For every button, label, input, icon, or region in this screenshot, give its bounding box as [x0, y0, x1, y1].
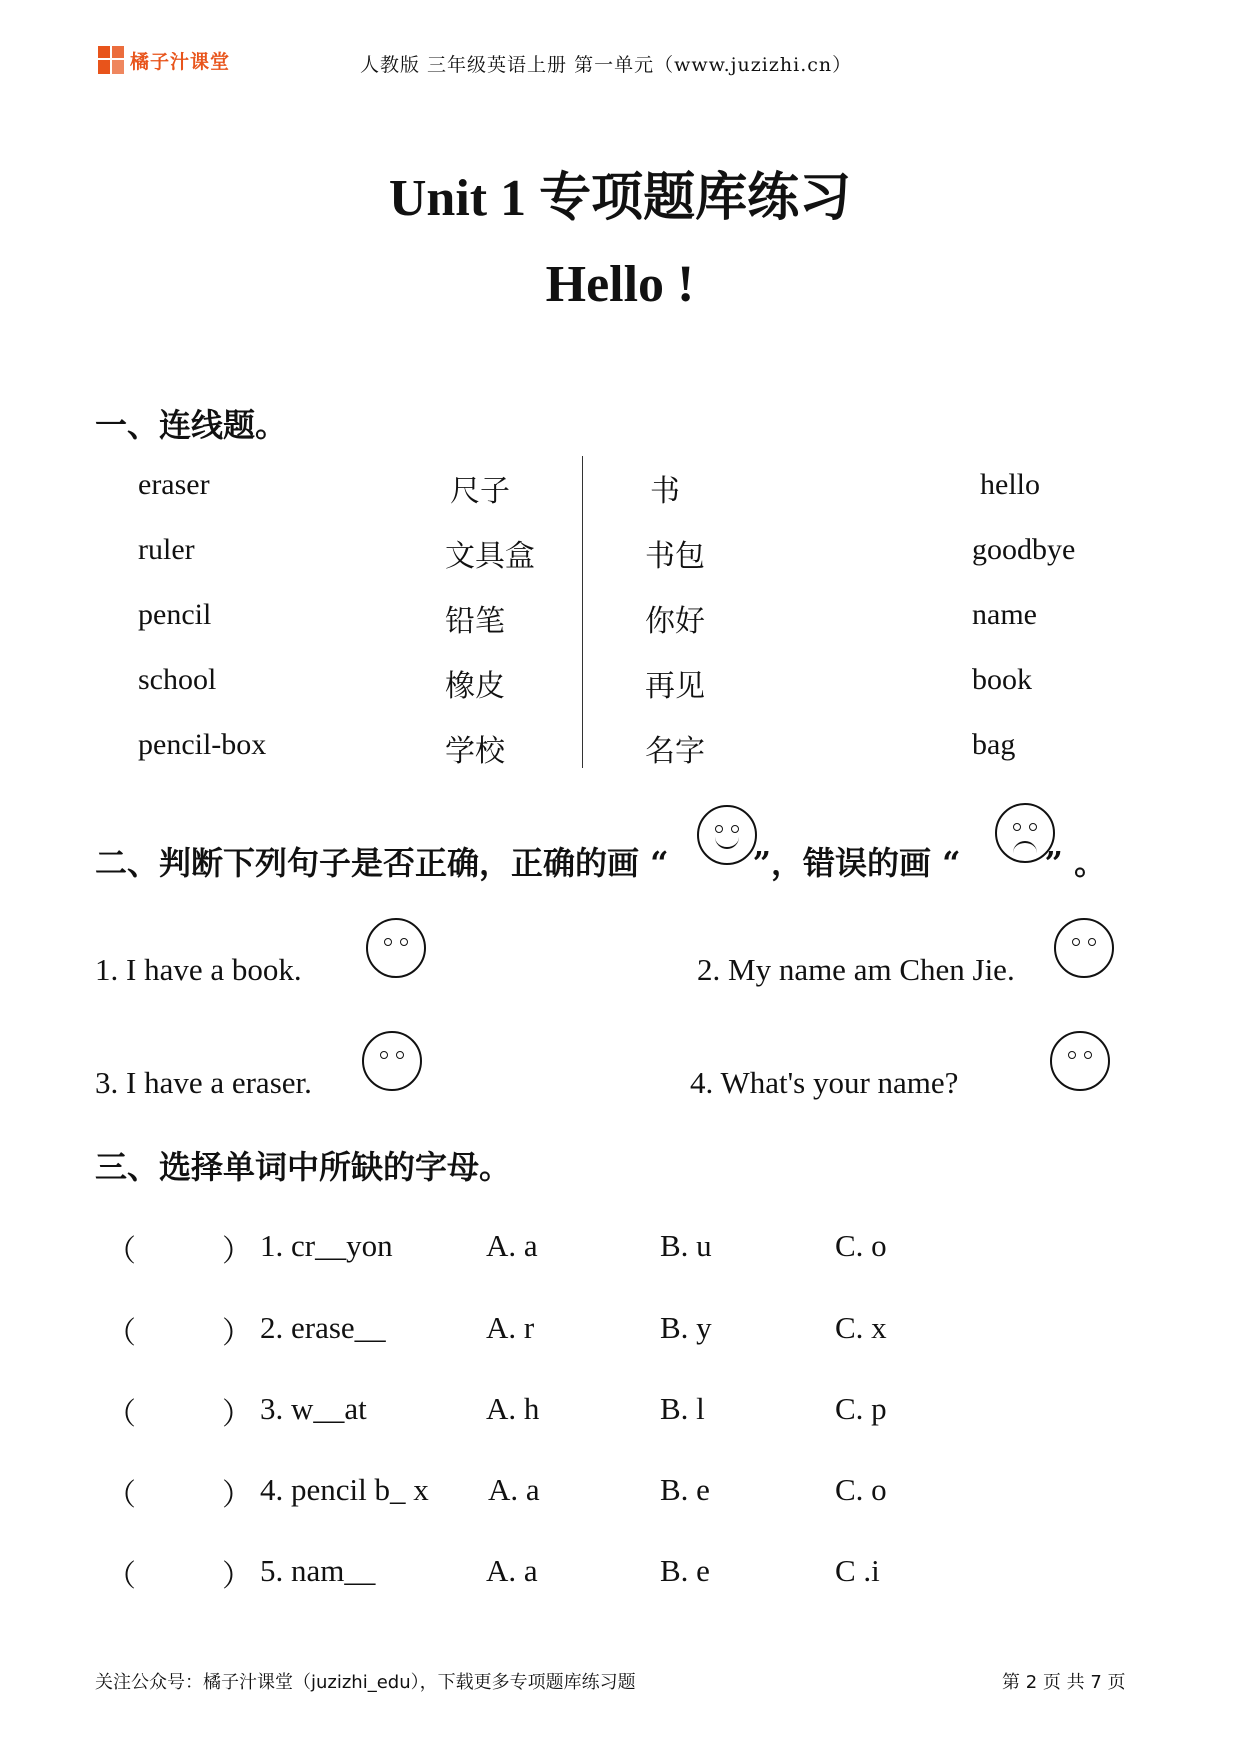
match-word: pencil-box	[138, 728, 267, 761]
option-c: C. x	[835, 1310, 887, 1345]
page-number: 第 2 页 共 7 页	[1002, 1672, 1126, 1693]
answer-bracket-close: ）	[222, 1478, 252, 1513]
judge-sentence: 3. I have a eraser.	[95, 1065, 312, 1100]
question-text: 2. erase__	[260, 1310, 386, 1345]
match-chinese: 名字	[645, 734, 705, 769]
match-chinese: 书包	[645, 539, 705, 574]
option-c: C .i	[835, 1553, 880, 1588]
logo-icon	[98, 46, 124, 74]
option-a: A. a	[486, 1553, 538, 1588]
match-chinese: 书	[650, 474, 680, 509]
footer-note: 关注公众号：橘子汁课堂（juzizhi_edu），下载更多专项题库练习题	[95, 1672, 636, 1693]
page-header: 人教版 三年级英语上册 第一单元（www.juzizhi.cn）	[360, 54, 853, 76]
section1-heading: 一、连线题。	[95, 406, 288, 444]
option-c: C. p	[835, 1391, 887, 1426]
match-word: book	[972, 663, 1032, 696]
match-chinese: 再见	[645, 669, 705, 704]
section2-heading-part3: ” 。	[1044, 844, 1107, 882]
sad-face-icon	[995, 803, 1055, 863]
question-text: 5. nam__	[260, 1553, 376, 1588]
match-word: ruler	[138, 533, 195, 566]
answer-bracket-close: ）	[222, 1397, 252, 1432]
match-word: school	[138, 663, 217, 696]
match-chinese: 文具盒	[445, 539, 535, 574]
answer-bracket-open[interactable]: （	[106, 1397, 136, 1432]
option-b: B. e	[660, 1472, 710, 1507]
question-text: 1. cr__yon	[260, 1228, 393, 1263]
match-chinese: 铅笔	[445, 604, 505, 639]
answer-bracket-close: ）	[222, 1316, 252, 1351]
option-b: B. u	[660, 1228, 712, 1263]
match-chinese: 学校	[445, 734, 505, 769]
blank-face-icon[interactable]	[362, 1031, 422, 1091]
option-c: C. o	[835, 1228, 887, 1263]
option-b: B. y	[660, 1310, 712, 1345]
match-chinese: 尺子	[450, 474, 510, 509]
match-chinese: 橡皮	[445, 669, 505, 704]
section2-heading	[95, 838, 1106, 884]
section2-heading-part1: 二、判断下列句子是否正确，正确的画 “	[95, 844, 669, 882]
section2-heading-part2: ”，错误的画 “	[752, 844, 961, 882]
option-c: C. o	[835, 1472, 887, 1507]
blank-face-icon[interactable]	[1054, 918, 1114, 978]
page-title: Unit 1 专项题库练习	[388, 170, 852, 227]
option-b: B. l	[660, 1391, 705, 1426]
match-word: goodbye	[972, 533, 1076, 566]
logo	[98, 46, 230, 74]
question-text: 3. w__at	[260, 1391, 367, 1426]
answer-bracket-open[interactable]: （	[106, 1234, 136, 1269]
logo-text: 橘子汁课堂	[130, 50, 231, 73]
answer-bracket-open[interactable]: （	[106, 1316, 136, 1351]
answer-bracket-close: ）	[222, 1559, 252, 1594]
answer-bracket-open[interactable]: （	[106, 1559, 136, 1594]
section3-heading: 三、选择单词中所缺的字母。	[95, 1148, 512, 1186]
match-word: eraser	[138, 468, 210, 501]
match-word: name	[972, 598, 1037, 631]
answer-bracket-open[interactable]: （	[106, 1478, 136, 1513]
answer-bracket-close: ）	[222, 1234, 252, 1269]
column-divider	[582, 456, 583, 768]
judge-sentence: 4. What's your name?	[690, 1065, 959, 1100]
option-a: A. a	[486, 1228, 538, 1263]
judge-sentence: 1. I have a book.	[95, 952, 302, 987]
match-word: pencil	[138, 598, 212, 631]
judge-sentence: 2. My name am Chen Jie.	[697, 952, 1015, 987]
page-subtitle: Hello !	[545, 256, 695, 313]
match-chinese: 你好	[645, 604, 705, 639]
option-a: A. h	[486, 1391, 540, 1426]
match-word: hello	[980, 468, 1040, 501]
blank-face-icon[interactable]	[1050, 1031, 1110, 1091]
option-a: A. r	[486, 1310, 535, 1345]
match-word: bag	[972, 728, 1016, 761]
question-text: 4. pencil b_ x	[260, 1472, 429, 1507]
blank-face-icon[interactable]	[366, 918, 426, 978]
option-b: B. e	[660, 1553, 710, 1588]
option-a: A. a	[488, 1472, 540, 1507]
smiley-face-icon	[697, 805, 757, 865]
